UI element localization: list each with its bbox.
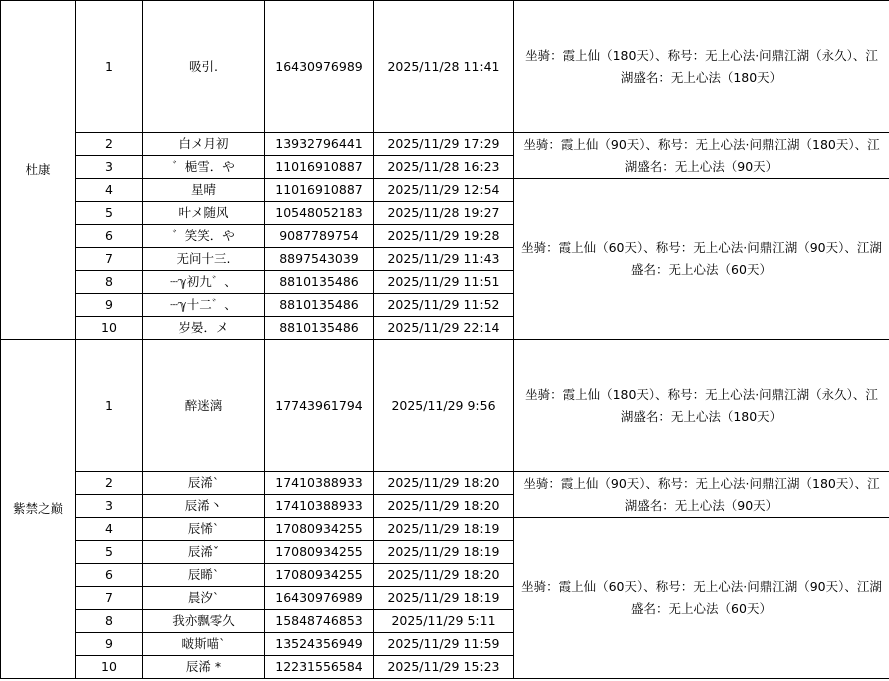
time-cell: 2025/11/28 19:27 [374, 202, 514, 225]
player-name-cell: 无问十三. [143, 248, 265, 271]
player-id-cell: 8897543039 [265, 248, 374, 271]
time-cell: 2025/11/29 18:20 [374, 495, 514, 518]
player-name-cell: 辰浠ˇ [143, 541, 265, 564]
player-id-cell: 17080934255 [265, 564, 374, 587]
reward-cell: 坐骑：霞上仙（180天）、称号：无上心法·问鼎江湖（永久）、江湖盛名：无上心法（180天） [514, 340, 889, 472]
player-name-cell: 辰睎` [143, 564, 265, 587]
time-cell: 2025/11/28 16:23 [374, 156, 514, 179]
player-id-cell: 13524356949 [265, 633, 374, 656]
time-cell: 2025/11/29 18:19 [374, 541, 514, 564]
player-id-cell: 17080934255 [265, 518, 374, 541]
time-cell: 2025/11/29 15:23 [374, 656, 514, 679]
player-id-cell: 12231556584 [265, 656, 374, 679]
time-cell: 2025/11/29 17:29 [374, 133, 514, 156]
rank-cell: 4 [76, 518, 143, 541]
time-cell: 2025/11/29 11:43 [374, 248, 514, 271]
player-name-cell: ゛梔雪．や [143, 156, 265, 179]
table-row [1, 1, 889, 133]
table-row [1, 133, 889, 156]
rank-cell: 1 [76, 1, 143, 133]
player-name-cell: 辰浠` [143, 472, 265, 495]
player-name-cell: ゛笑笑．や [143, 225, 265, 248]
player-name-cell: 晨汐` [143, 587, 265, 610]
time-cell: 2025/11/29 5:11 [374, 610, 514, 633]
player-id-cell: 11016910887 [265, 156, 374, 179]
player-id-cell: 17743961794 [265, 340, 374, 472]
table-row [1, 179, 889, 202]
rank-cell: 6 [76, 225, 143, 248]
rank-cell: 10 [76, 656, 143, 679]
reward-cell: 坐骑：霞上仙（60天）、称号：无上心法·问鼎江湖（90天）、江湖盛名：无上心法（60天） [514, 179, 889, 340]
player-name-cell: ┈ℽ十二゛、 [143, 294, 265, 317]
player-id-cell: 8810135486 [265, 317, 374, 340]
time-cell: 2025/11/29 11:51 [374, 271, 514, 294]
rank-cell: 10 [76, 317, 143, 340]
player-id-cell: 17080934255 [265, 541, 374, 564]
rank-cell: 3 [76, 156, 143, 179]
rank-cell: 3 [76, 495, 143, 518]
server-name-cell: 杜康 [1, 1, 76, 340]
time-cell: 2025/11/29 18:20 [374, 564, 514, 587]
rank-cell: 1 [76, 340, 143, 472]
time-cell: 2025/11/29 11:59 [374, 633, 514, 656]
player-name-cell: 我亦飘零久 [143, 610, 265, 633]
player-name-cell: 叶メ随风 [143, 202, 265, 225]
rank-cell: 9 [76, 633, 143, 656]
rank-cell: 2 [76, 133, 143, 156]
player-id-cell: 17410388933 [265, 472, 374, 495]
rank-cell: 9 [76, 294, 143, 317]
table-row [1, 340, 889, 472]
time-cell: 2025/11/29 18:19 [374, 587, 514, 610]
player-name-cell: 辰浠丶 [143, 495, 265, 518]
player-id-cell: 11016910887 [265, 179, 374, 202]
player-name-cell: 辰浠 * [143, 656, 265, 679]
server-name-cell: 紫禁之巅 [1, 340, 76, 679]
player-id-cell: 16430976989 [265, 1, 374, 133]
player-id-cell: 8810135486 [265, 294, 374, 317]
rank-cell: 7 [76, 248, 143, 271]
time-cell: 2025/11/29 12:54 [374, 179, 514, 202]
player-id-cell: 8810135486 [265, 271, 374, 294]
player-name-cell: ┈ℽ初九゛、 [143, 271, 265, 294]
reward-cell: 坐骑：霞上仙（90天）、称号：无上心法·问鼎江湖（180天）、江湖盛名：无上心法（90天） [514, 133, 889, 179]
rank-cell: 6 [76, 564, 143, 587]
rank-cell: 2 [76, 472, 143, 495]
time-cell: 2025/11/29 18:19 [374, 518, 514, 541]
rank-cell: 8 [76, 271, 143, 294]
player-name-cell: 白メ月初 [143, 133, 265, 156]
time-cell: 2025/11/29 22:14 [374, 317, 514, 340]
time-cell: 2025/11/28 11:41 [374, 1, 514, 133]
player-id-cell: 15848746853 [265, 610, 374, 633]
reward-cell: 坐骑：霞上仙（60天）、称号：无上心法·问鼎江湖（90天）、江湖盛名：无上心法（60天） [514, 518, 889, 679]
rank-cell: 4 [76, 179, 143, 202]
time-cell: 2025/11/29 11:52 [374, 294, 514, 317]
rank-cell: 5 [76, 202, 143, 225]
rank-cell: 5 [76, 541, 143, 564]
table-row [1, 472, 889, 495]
player-name-cell: 星晴 [143, 179, 265, 202]
player-id-cell: 9087789754 [265, 225, 374, 248]
player-id-cell: 16430976989 [265, 587, 374, 610]
player-name-cell: 醉迷漓 [143, 340, 265, 472]
player-name-cell: 岁晏．メ [143, 317, 265, 340]
time-cell: 2025/11/29 9:56 [374, 340, 514, 472]
time-cell: 2025/11/29 19:28 [374, 225, 514, 248]
player-name-cell: 啵斯喵` [143, 633, 265, 656]
rank-cell: 7 [76, 587, 143, 610]
reward-cell: 坐骑：霞上仙（180天）、称号：无上心法·问鼎江湖（永久）、江湖盛名：无上心法（180天） [514, 1, 889, 133]
player-id-cell: 10548052183 [265, 202, 374, 225]
table-row [1, 518, 889, 541]
player-name-cell: 吸引. [143, 1, 265, 133]
rank-cell: 8 [76, 610, 143, 633]
reward-cell: 坐骑：霞上仙（90天）、称号：无上心法·问鼎江湖（180天）、江湖盛名：无上心法（90天） [514, 472, 889, 518]
player-id-cell: 17410388933 [265, 495, 374, 518]
time-cell: 2025/11/29 18:20 [374, 472, 514, 495]
player-id-cell: 13932796441 [265, 133, 374, 156]
player-name-cell: 辰悕` [143, 518, 265, 541]
